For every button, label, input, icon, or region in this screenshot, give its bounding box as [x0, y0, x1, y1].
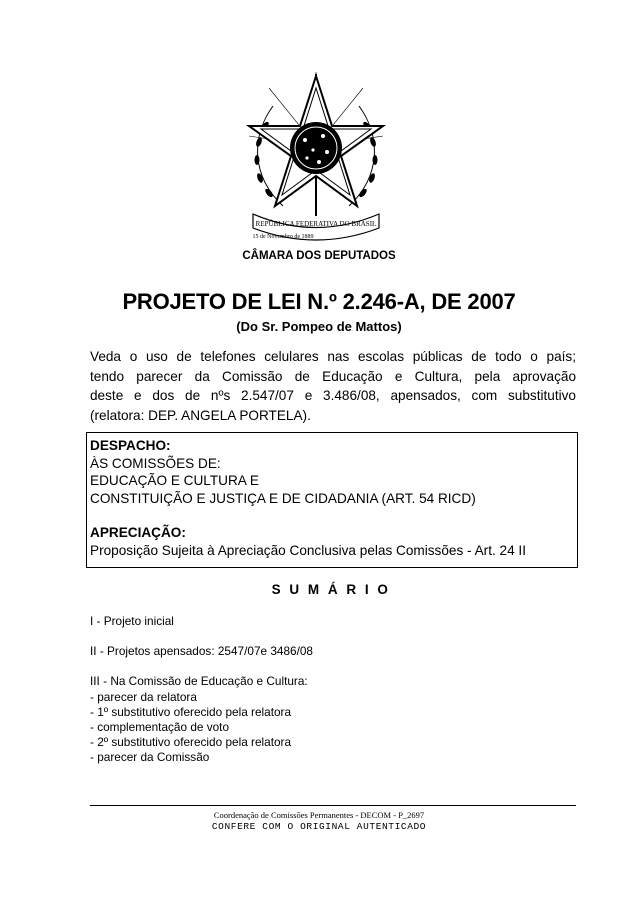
apreciacao-text: Proposição Sujeita à Apreciação Conclusiva pelas Comissões - Art. 24 II — [90, 542, 526, 558]
sumario-subitem: - 2º substitutivo oferecido pela relatora — [90, 735, 292, 750]
sumario-subitem: - 1º substitutivo oferecido pela relatora — [90, 704, 292, 719]
brazil-coat-of-arms-icon — [243, 66, 389, 244]
ementa-line: tendo parecer da Comissão de Educação e Cultura, pela aprovação — [90, 368, 576, 384]
despacho-line: ÀS COMISSÕES DE: — [90, 455, 221, 471]
footer-divider — [90, 805, 576, 806]
sumario-subitem: - parecer da Comissão — [90, 750, 210, 765]
house-name: CÂMARA DOS DEPUTADOS — [242, 250, 396, 262]
sumario-list — [90, 614, 570, 766]
bill-author: (Do Sr. Pompeo de Mattos) — [236, 319, 402, 334]
bill-title: PROJETO DE LEI N.º 2.246-A, DE 2007 — [122, 289, 516, 314]
ribbon-date: 15 de Novembro de 1889 — [252, 234, 314, 240]
sumario-item: III - Na Comissão de Educação e Cultura: — [90, 674, 308, 689]
sumario-heading: S U M Á R I O — [271, 582, 391, 597]
despacho-box — [86, 432, 578, 568]
ribbon-text: REPÚBLICA FEDERATIVA DO BRASIL — [255, 220, 377, 228]
ementa-line: (relatora: DEP. ANGELA PORTELA). — [90, 407, 311, 423]
sumario-item: II - Projetos apensados: 2547/07e 3486/08 — [90, 644, 313, 659]
sumario-subitem: - parecer da relatora — [90, 689, 197, 704]
footer-authenticated: CONFERE COM O ORIGINAL AUTENTICADO — [211, 821, 427, 832]
despacho-line: CONSTITUIÇÃO E JUSTIÇA E DE CIDADANIA (ART. 54 RICD) — [90, 490, 476, 506]
apreciacao-heading: APRECIAÇÃO: — [90, 525, 186, 541]
ementa-line: Veda o uso de telefones celulares nas escolas públicas de todo o país; — [90, 349, 576, 364]
despacho-heading: DESPACHO: — [90, 438, 171, 453]
bill-ementa — [90, 347, 576, 425]
despacho-line: EDUCAÇÃO E CULTURA E — [90, 473, 259, 489]
sumario-subitem: - complementação de voto — [90, 720, 230, 735]
ementa-line: deste e dos de nºs 2.547/07 e 3.486/08, apensados, com substitutivo — [90, 388, 576, 403]
footer-coordination: Coordenação de Comissões Permanentes - DECOM - P_2697 — [213, 810, 425, 820]
sumario-item: I - Projeto inicial — [90, 614, 174, 628]
